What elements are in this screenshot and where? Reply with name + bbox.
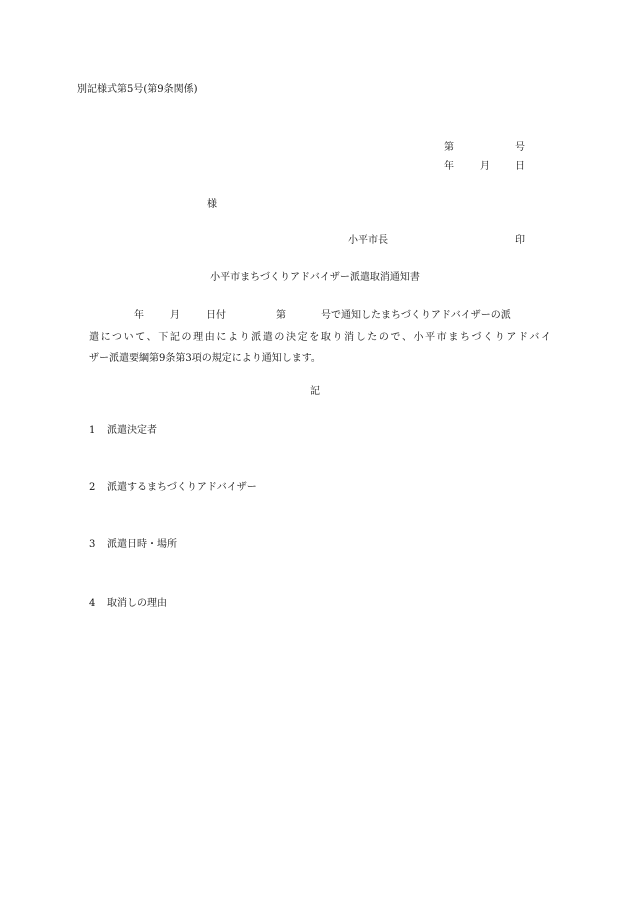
item-label: 取消しの理由 [107, 598, 167, 609]
intro-day-suffix: 日付 [206, 310, 226, 321]
addressee-suffix: 様 [207, 199, 217, 210]
intro-line1-rest: 号で通知したまちづくりアドバイザーの派 [321, 310, 511, 321]
intro-line-3: ザー派遣要綱第9条第3項の規定により通知します。 [89, 353, 321, 364]
document-title: 小平市まちづくりアドバイザー派遣取消通知書 [210, 272, 420, 283]
intro-paragraph [89, 311, 551, 376]
date-month: 月 [480, 161, 490, 172]
date-day: 日 [515, 161, 525, 172]
item-number: 1 [89, 425, 96, 436]
date-year: 年 [444, 161, 454, 172]
intro-line-1 [89, 311, 551, 333]
ki-heading: 記 [310, 386, 320, 397]
intro-number-prefix: 第 [276, 310, 286, 321]
intro-line-2: 遣について、下記の理由により派遣の決定を取り消したので、小平市まちづくりアドバイ [89, 331, 551, 343]
doc-number-prefix: 第 [444, 142, 454, 153]
item-number: 4 [89, 598, 96, 609]
seal-mark: 印 [515, 235, 525, 246]
issuer-name: 小平市長 [348, 235, 388, 246]
intro-month: 月 [170, 310, 180, 321]
item-label: 派遣日時・場所 [107, 539, 177, 550]
intro-year: 年 [134, 310, 144, 321]
doc-number-suffix: 号 [515, 142, 525, 153]
item-label: 派遣決定者 [107, 425, 157, 436]
item-label: 派遣するまちづくりアドバイザー [107, 482, 257, 493]
item-number: 2 [89, 482, 96, 493]
form-label: 別記様式第5号(第9条関係) [77, 84, 198, 95]
item-number: 3 [89, 539, 96, 550]
